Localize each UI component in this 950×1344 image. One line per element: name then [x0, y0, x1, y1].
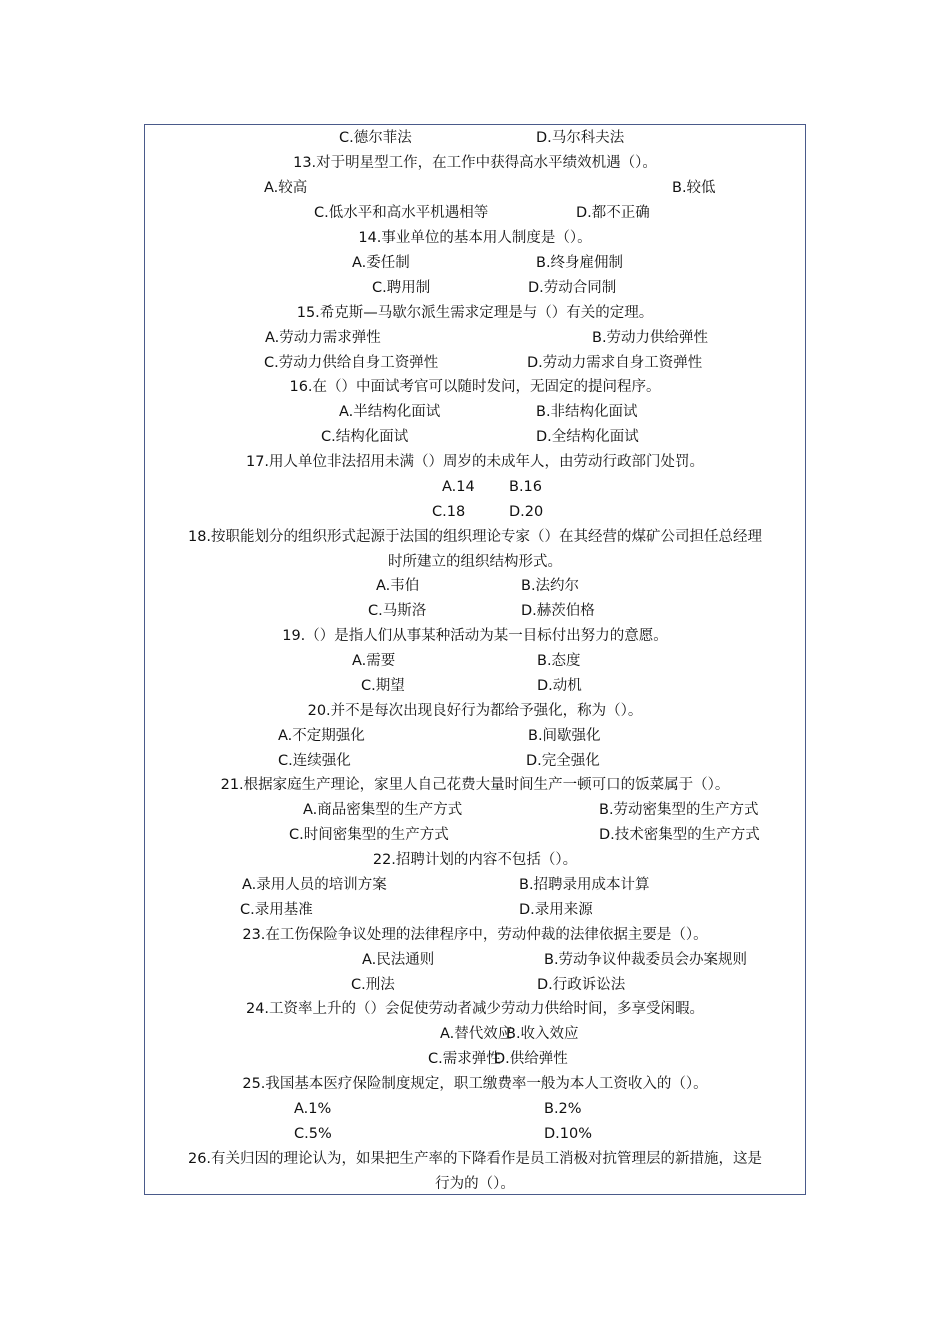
- answer-option: A.韦伯: [376, 578, 420, 594]
- answer-option: D.10%: [544, 1126, 593, 1142]
- answer-options-row: [144, 425, 806, 450]
- answer-option: B.2%: [544, 1101, 582, 1117]
- answer-options-row: [144, 251, 806, 276]
- answer-option: A.商品密集型的生产方式: [303, 802, 463, 818]
- answer-option: B.收入效应: [506, 1026, 579, 1042]
- answer-option: A.14: [442, 479, 475, 495]
- question-text: 20.并不是每次出现良好行为都给予强化，称为（）。: [307, 703, 643, 719]
- answer-option: B.劳动密集型的生产方式: [599, 802, 759, 818]
- answer-option: C.劳动力供给自身工资弹性: [264, 355, 439, 371]
- question-text: 24.工资率上升的（）会促使劳动者减少劳动力供给时间，多享受闲暇。: [245, 1001, 705, 1017]
- answer-options-row: [144, 749, 806, 774]
- question-text: 23.在工伤保险争议处理的法律程序中，劳动仲裁的法律依据主要是（）。: [242, 927, 708, 943]
- question-text: 26.有关归因的理论认为，如果把生产率的下降看作是员工消极对抗管理层的新措施，这是: [187, 1151, 763, 1167]
- answer-option: D.赫茨伯格: [521, 603, 595, 619]
- answer-options-row: [144, 574, 806, 599]
- answer-option: D.马尔科夫法: [536, 130, 625, 146]
- answer-option: C.录用基准: [240, 902, 313, 918]
- answer-options-row: [144, 1022, 806, 1047]
- answer-option: B.招聘录用成本计算: [519, 877, 650, 893]
- answer-options-row: [144, 674, 806, 699]
- answer-option: C.5%: [294, 1126, 332, 1142]
- answer-options-row: [144, 898, 806, 923]
- answer-option: C.结构化面试: [321, 429, 409, 445]
- answer-option: D.录用来源: [519, 902, 593, 918]
- question-text: 14.事业单位的基本用人制度是（）。: [358, 230, 592, 246]
- answer-option: B.较低: [672, 180, 716, 196]
- answer-options-row: [144, 599, 806, 624]
- answer-option: D.劳动力需求自身工资弹性: [527, 355, 703, 371]
- question-text: 25.我国基本医疗保险制度规定，职工缴费率一般为本人工资收入的（）。: [242, 1076, 708, 1092]
- answer-option: B.间歇强化: [528, 728, 601, 744]
- answer-options-row: [144, 724, 806, 749]
- answer-options-row: [144, 201, 806, 226]
- question-text: 15.希克斯—马歇尔派生需求定理是与（）有关的定理。: [296, 305, 654, 321]
- answer-options-row: [144, 823, 806, 848]
- answer-option: C.德尔菲法: [339, 130, 412, 146]
- answer-options-row: [144, 276, 806, 301]
- answer-option: C.18: [432, 504, 466, 520]
- question-text: 17.用人单位非法招用未满（）周岁的未成年人，由劳动行政部门处罚。: [245, 454, 705, 470]
- question-text: 18.按职能划分的组织形式起源于法国的组织理论专家（）在其经营的煤矿公司担任总经理: [187, 529, 763, 545]
- answer-option: B.终身雇佣制: [536, 255, 624, 271]
- answer-option: A.需要: [352, 653, 396, 669]
- question-text: 22.招聘计划的内容不包括（）。: [372, 852, 578, 868]
- answer-option: A.民法通则: [362, 952, 435, 968]
- answer-option: D.全结构化面试: [536, 429, 639, 445]
- answer-option: D.技术密集型的生产方式: [599, 827, 760, 843]
- answer-option: C.低水平和高水平机遇相等: [314, 205, 489, 221]
- answer-options-row: [144, 1122, 806, 1147]
- answer-options-row: [144, 475, 806, 500]
- question-text: 16.在（）中面试考官可以随时发问，无固定的提问程序。: [289, 379, 661, 395]
- answer-option: B.非结构化面试: [536, 404, 638, 420]
- answer-option: C.聘用制: [372, 280, 431, 296]
- answer-options-row: [144, 1047, 806, 1072]
- answer-options-row: [144, 351, 806, 376]
- answer-option: B.劳动力供给弹性: [592, 330, 709, 346]
- answer-option: C.期望: [361, 678, 405, 694]
- answer-option: A.1%: [294, 1101, 332, 1117]
- answer-option: A.替代效应: [440, 1026, 513, 1042]
- question-text: 时所建立的组织结构形式。: [388, 554, 562, 570]
- answer-option: B.16: [509, 479, 543, 495]
- answer-options-row: [144, 1097, 806, 1122]
- answer-options-row: [144, 948, 806, 973]
- answer-options-row: [144, 176, 806, 201]
- answer-option: D.完全强化: [526, 753, 600, 769]
- answer-option: A.半结构化面试: [339, 404, 441, 420]
- answer-option: C.需求弹性: [428, 1051, 501, 1067]
- answer-option: D.20: [509, 504, 544, 520]
- answer-options-row: [144, 400, 806, 425]
- answer-option: B.法约尔: [521, 578, 580, 594]
- answer-options-row: [144, 126, 806, 151]
- answer-option: D.供给弹性: [494, 1051, 568, 1067]
- answer-option: A.劳动力需求弹性: [265, 330, 381, 346]
- question-text: 21.根据家庭生产理论，家里人自己花费大量时间生产一顿可口的饭菜属于（）。: [220, 777, 730, 793]
- answer-options-row: [144, 500, 806, 525]
- question-text: 行为的（）。: [435, 1176, 515, 1192]
- answer-options-row: [144, 649, 806, 674]
- question-text: 13.对于明星型工作，在工作中获得高水平绩效机遇（）。: [293, 155, 657, 171]
- answer-option: A.录用人员的培训方案: [242, 877, 387, 893]
- answer-option: D.行政诉讼法: [537, 977, 626, 993]
- answer-option: D.劳动合同制: [528, 280, 617, 296]
- answer-option: A.不定期强化: [278, 728, 365, 744]
- answer-option: C.刑法: [351, 977, 395, 993]
- answer-options-row: [144, 798, 806, 823]
- answer-option: C.连续强化: [278, 753, 351, 769]
- answer-options-row: [144, 873, 806, 898]
- answer-option: A.委任制: [352, 255, 410, 271]
- answer-option: B.劳动争议仲裁委员会办案规则: [544, 952, 748, 968]
- answer-options-row: [144, 326, 806, 351]
- answer-option: C.马斯洛: [368, 603, 427, 619]
- question-text: 19.（）是指人们从事某种活动为某一目标付出努力的意愿。: [282, 628, 668, 644]
- answer-option: D.都不正确: [576, 205, 650, 221]
- answer-option: D.动机: [537, 678, 582, 694]
- answer-options-row: [144, 973, 806, 998]
- answer-option: C.时间密集型的生产方式: [289, 827, 449, 843]
- answer-option: A.较高: [264, 180, 308, 196]
- answer-option: B.态度: [537, 653, 581, 669]
